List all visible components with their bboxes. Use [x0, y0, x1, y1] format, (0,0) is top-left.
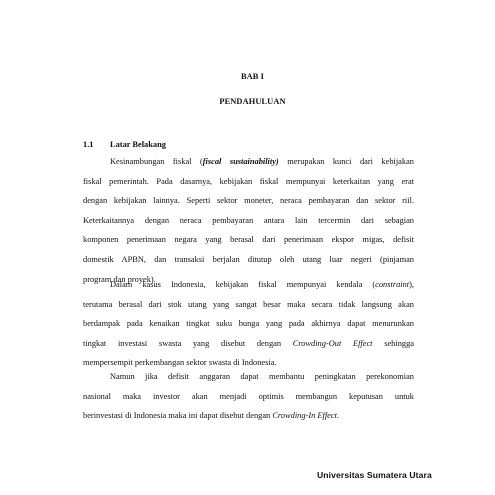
paragraph-line: program dan proyek).: [83, 274, 156, 284]
emphasis-term: constraint: [375, 280, 410, 289]
section-number: 1.1: [83, 140, 94, 149]
emphasis-term: Crowding-Out Effect: [292, 338, 373, 348]
emphasis-term: Crowding-In Effect: [272, 411, 337, 421]
paragraph-line: berinvestasi di Indonesia maka ini dapat disebut dengan Crowding-In Effect.: [83, 411, 340, 421]
paragraph-line: berdampak pada kenaikan tingkat suku bunga yang pada akhirnya dapat menurunkan: [83, 319, 414, 329]
chapter-number: BAB I: [240, 72, 265, 81]
paragraph-line: Kesinambungan fiskal (fiscal sustainability) merupakan kunci dari kebijakan: [110, 157, 414, 166]
chapter-title: PENDAHULUAN: [219, 97, 286, 106]
paragraph-line: mempersempit perkembangan sektor swasta di Indonesia.: [83, 358, 277, 368]
footer-institution: Universitas Sumatera Utara: [317, 470, 432, 480]
paragraph-1: [83, 152, 414, 289]
paragraph-line: Dalam kasus Indonesia, kebijakan fiskal mempunyai kendala (constraint),: [110, 280, 414, 289]
paragraph-line: tingkat investasi swasta yang disebut dengan Crowding-Out Effect sehingga: [83, 338, 414, 348]
paragraph-line: Namun jika defisit anggaran dapat membantu peningkatan perekonomian: [110, 372, 414, 381]
paragraph-line: fiskal pemerintah. Pada dasarnya, kebijakan fiskal mempunyai keterkaitan yang erat: [83, 176, 414, 186]
paragraph-line: dengan kebijakan lainnya. Seperti sektor moneter, neraca pembayaran dan sektor riil.: [83, 196, 414, 206]
section-title: Latar Belakang: [110, 140, 166, 149]
section-heading: [83, 140, 166, 149]
paragraph-line: nasional maka investor akan menjadi optimis membangun keputusan untuk: [83, 391, 414, 401]
emphasis-term: fiscal sustainability): [202, 157, 279, 166]
paragraph-3: [83, 367, 414, 426]
paragraph-2: [83, 275, 414, 373]
paragraph-line: Keterkaitannya dengan neraca pembayaran antara lain tercermin dari sebagian: [83, 215, 414, 225]
paragraph-line: komponen penerimaan negara yang berasal dari penerimaan ekspor migas, defisit: [83, 235, 414, 245]
paragraph-line: terutama berasal dari stok utang yang sangat besar maka secara tidak langsung akan: [83, 299, 414, 309]
paragraph-line: domestik APBN, dan transaksi berjalan ditutup oleh utang luar negeri (pinjaman: [83, 254, 414, 264]
